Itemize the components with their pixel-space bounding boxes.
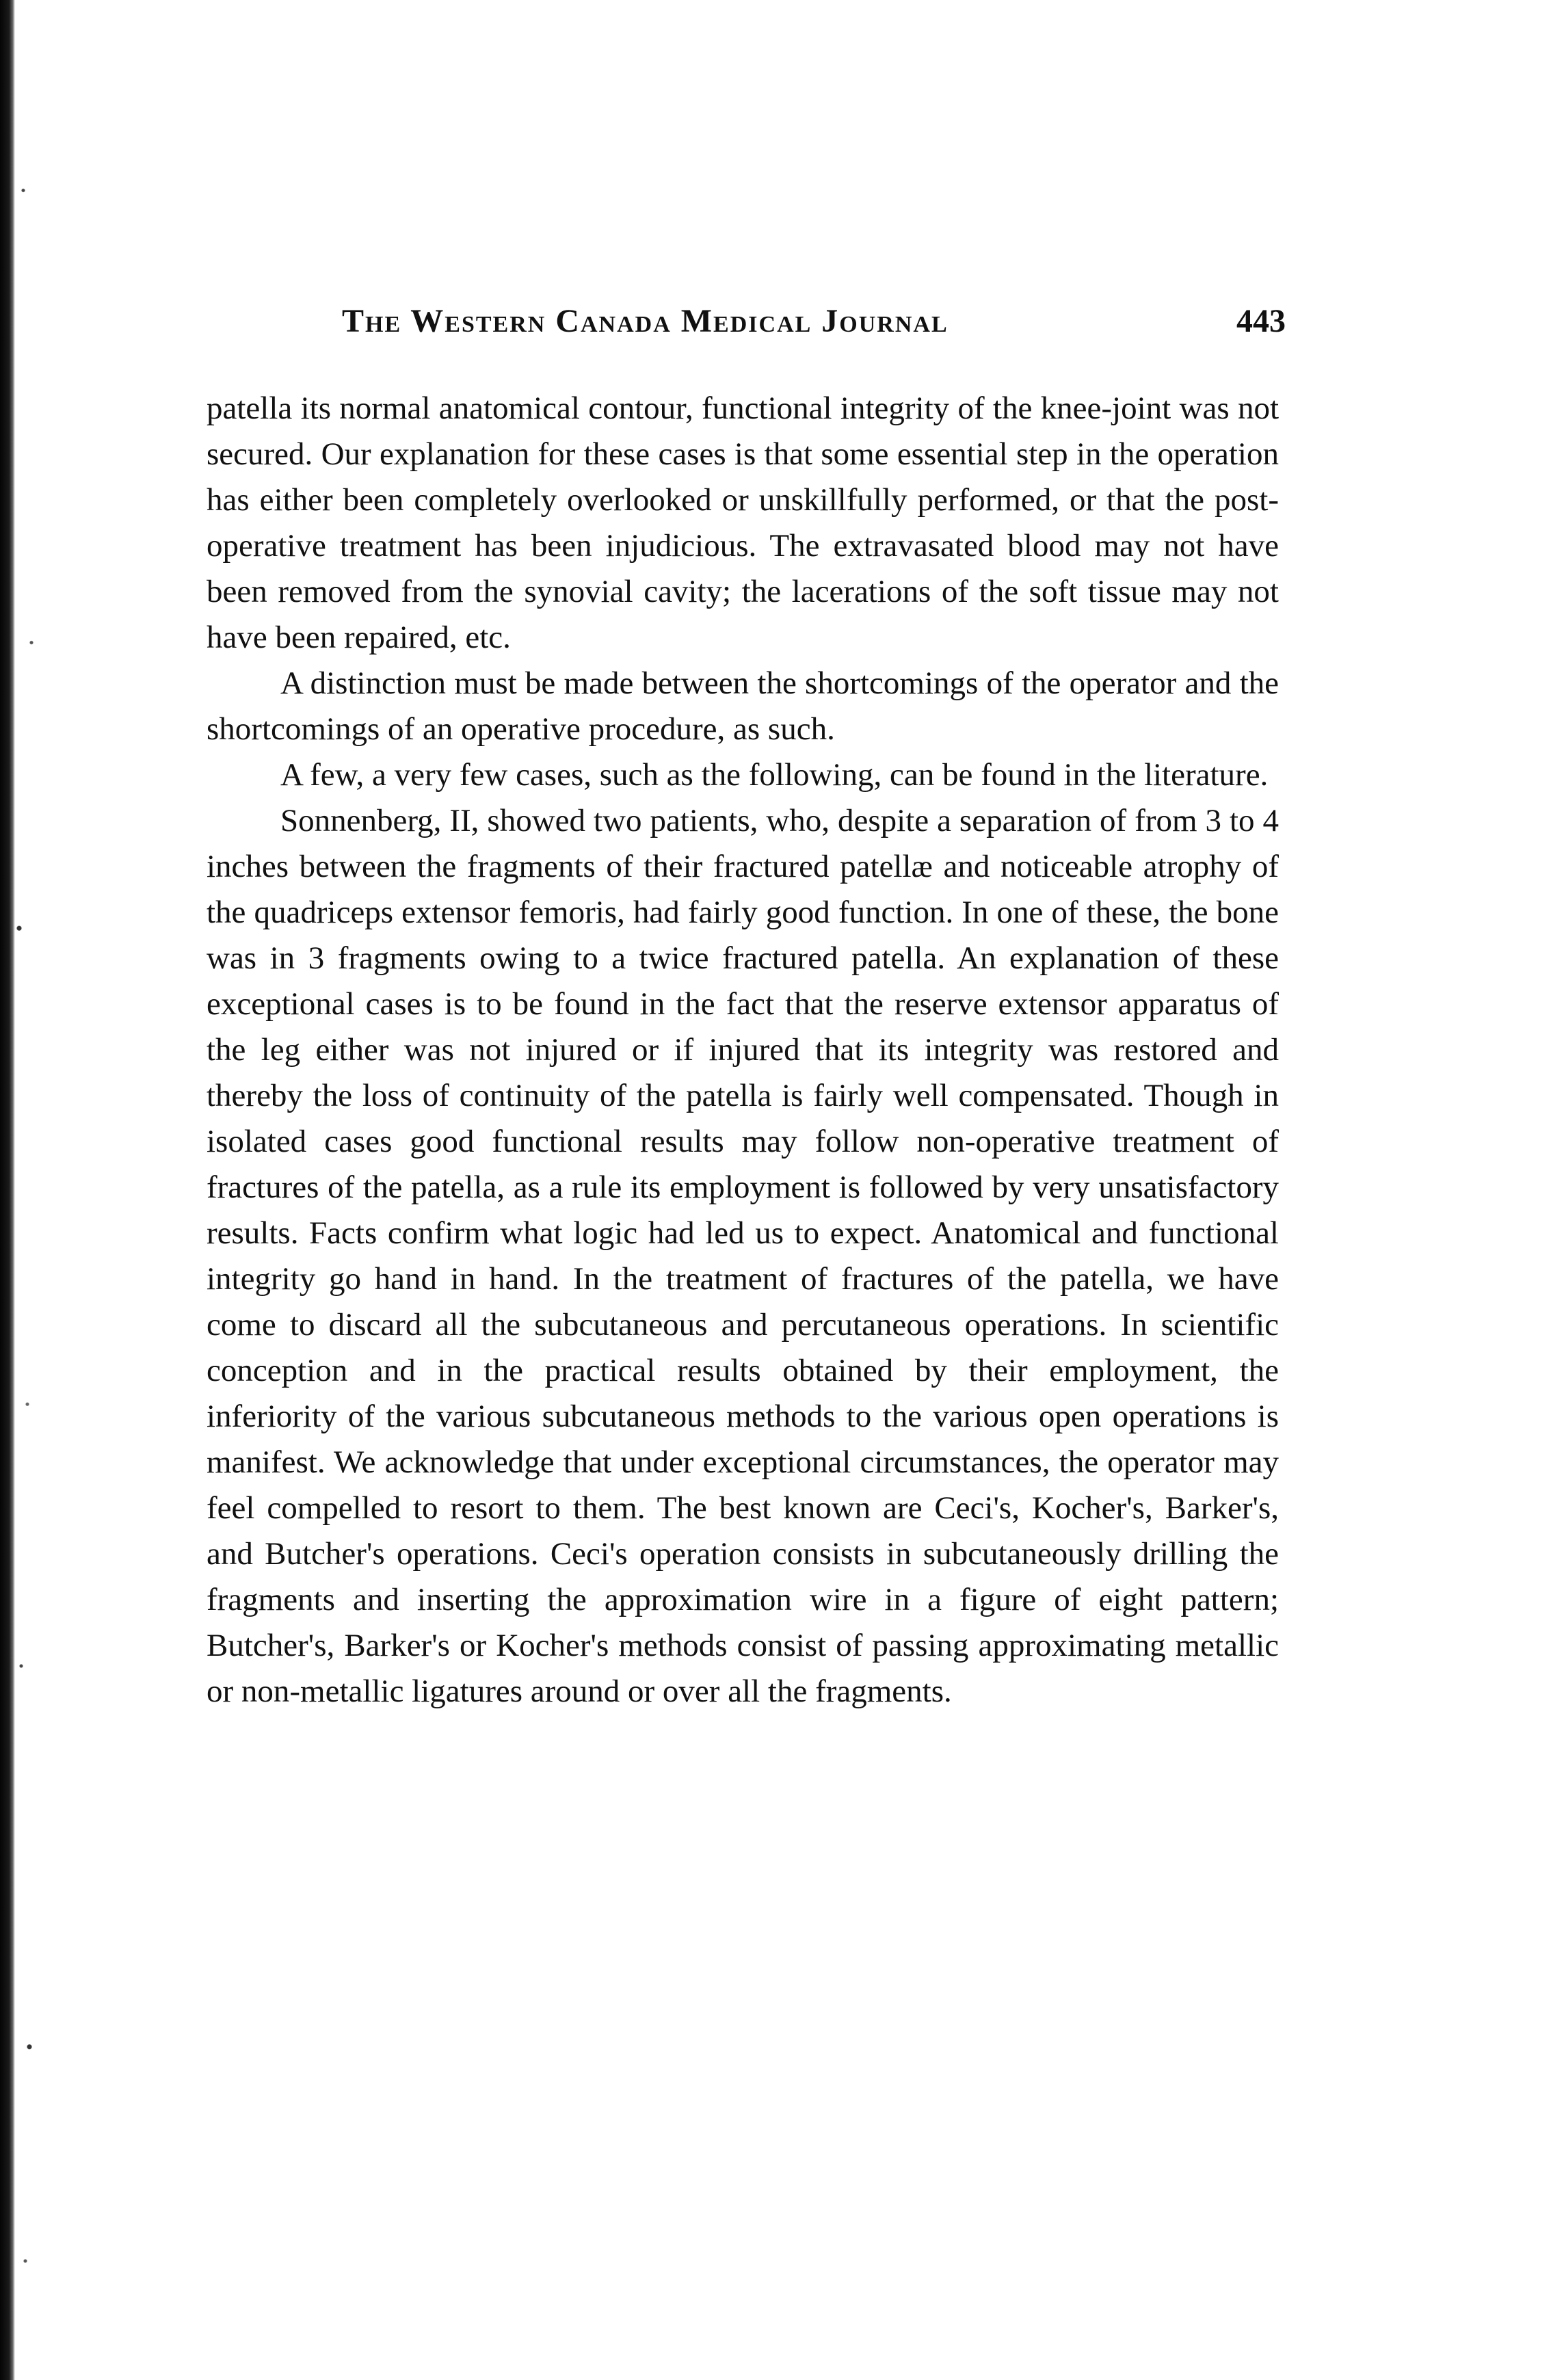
paragraph-sonnenberg: Sonnenberg, II, showed two patients, who, despite a separation of from 3 to 4 inches between the fragments of their fractured patellæ and noticeable atrophy of the quadriceps extensor femoris, had fairly good function. In one of these, the bone was in 3 fragments owing to a twice fractured patella. An explanation of these exceptional cases is to be found in the fact that the reserve extensor apparatus of the leg either was not injured or if injured that its integrity was restored and thereby the loss of continuity of the patella is fairly well compensated. Though in isolated cases good functional results may follow non-operative treatment of fractures of the patella, as a rule its employment is followed by very unsatisfactory results. Facts confirm what logic had led us to expect. Anatomical and functional integrity go hand in hand. In the treatment of fractures of the patella, we have come to discard all the subcutaneous and percutaneous operations. In scientific conception and in the practical results obtained by their employment, the inferiority of the various subcutaneous methods to the various open operations is manifest. We acknowledge that under exceptional circumstances, the operator may feel compelled to resort to them. The best known are Ceci's, Kocher's, Barker's, and Butcher's operations. Ceci's operation consists in subcutaneously drilling the fragments and inserting the approximation wire in a figure of eight pattern; Butcher's, Barker's or Kocher's methods consist of passing approximating metallic or non-metallic ligatures around or over all the fragments. xyxy=(207,803,1279,1709)
scan-gutter xyxy=(0,0,15,2380)
journal-title: The Western Canada Medical Journal xyxy=(342,303,949,339)
page-number: 443 xyxy=(1236,303,1286,339)
article-body xyxy=(207,386,1279,1715)
scan-specks xyxy=(15,0,56,2380)
paragraph-continued: patella its normal anatomical contour, functional integrity of the knee-joint was not secured. Our explanation for these cases is that some essential step in the operation has either been completely overlooked or unskillfully performed, or that the post-operative treatment has been injudicious. The extravasated blood may not have been removed from the synovial cavity; the lacerations of the soft tissue may not have been repaired, etc. xyxy=(207,391,1279,655)
paragraph-few-cases: A few, a very few cases, such as the following, can be found in the literature. xyxy=(280,757,1269,793)
running-header xyxy=(342,302,1286,350)
paragraph-distinction: A distinction must be made between the shortcomings of the operator and the shortcomings of an operative procedure, as such. xyxy=(207,665,1279,747)
